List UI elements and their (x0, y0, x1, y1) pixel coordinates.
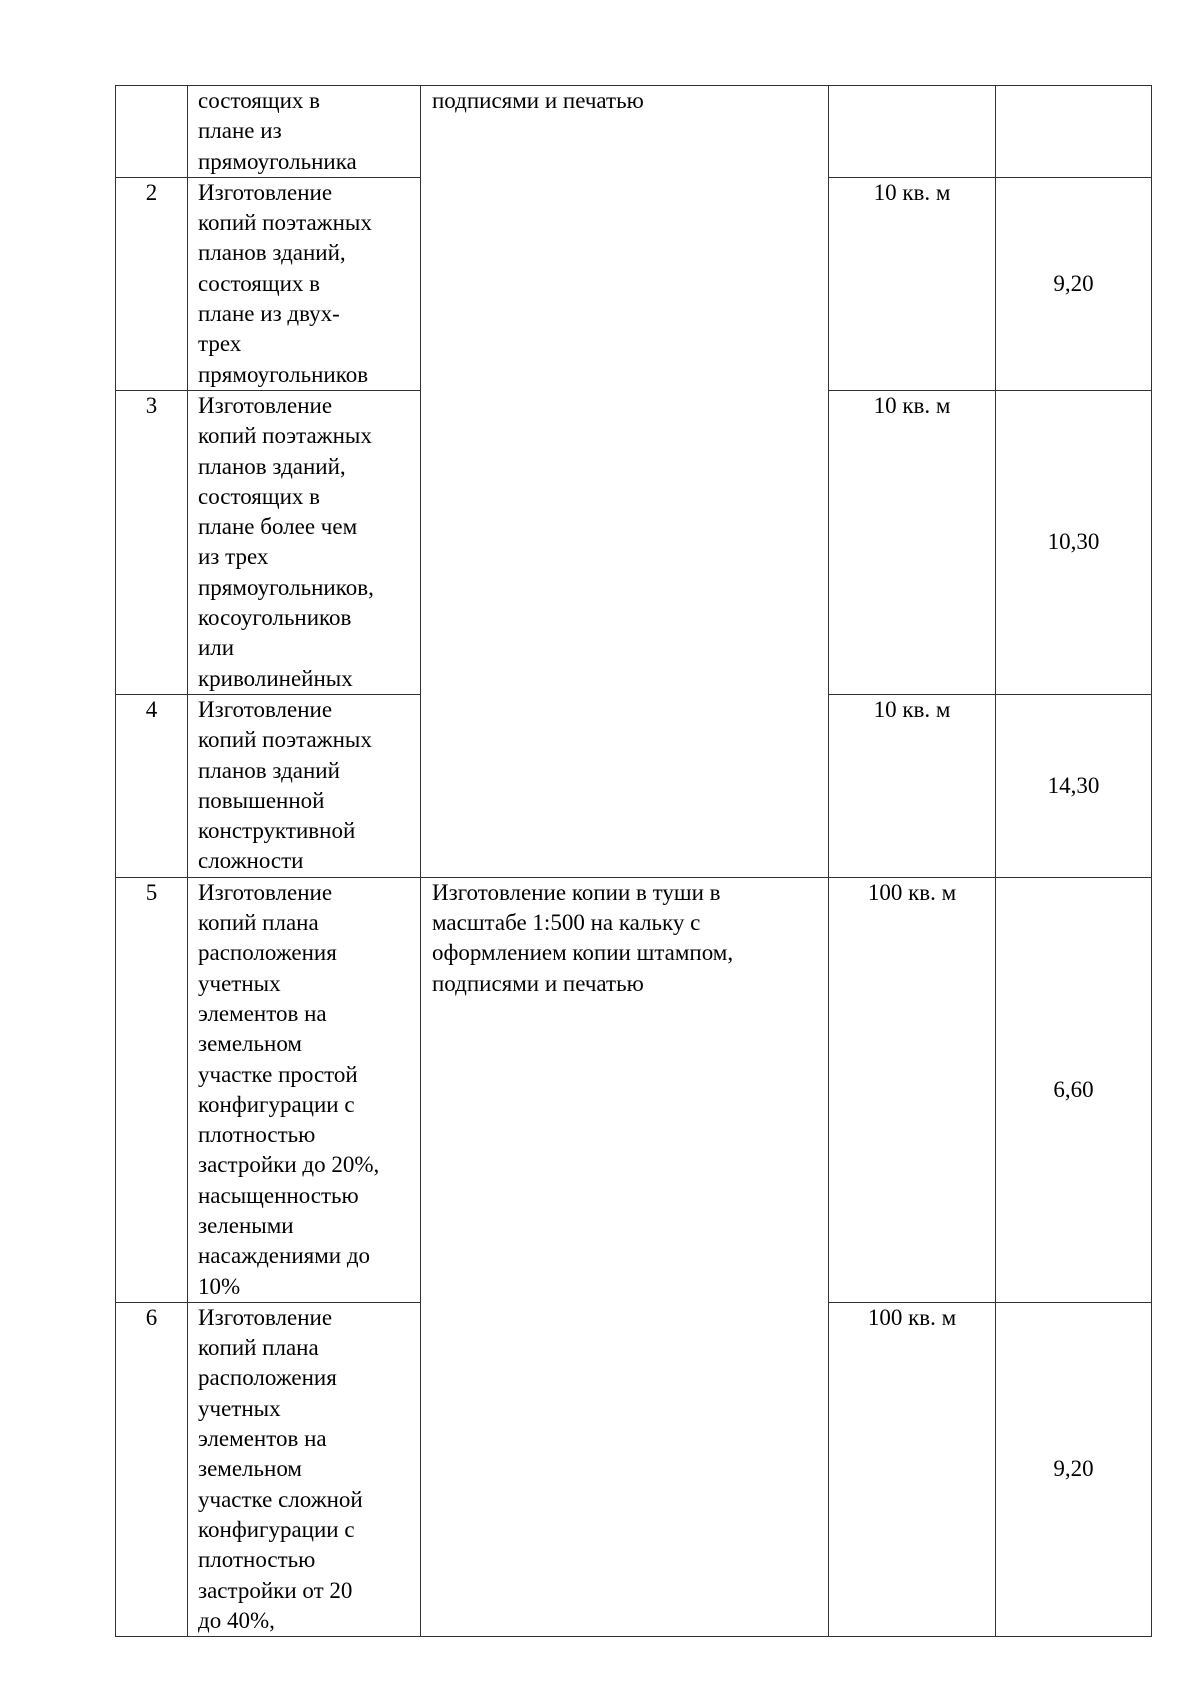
row-number: 5 (145, 879, 158, 905)
unit-cell (829, 390, 996, 694)
work-description: подписями и печатью (432, 88, 644, 113)
service-name: Изготовление копий поэтажных планов зданий, состоящих в плане более чем из трех прямоугольников, косоугольников или криволинейных (198, 392, 374, 691)
price-cell (996, 86, 1152, 178)
service-name: Изготовление копий поэтажных планов зданий повышенной конструктивной сложности (198, 696, 372, 874)
service-name-cell (188, 86, 421, 178)
service-name: Изготовление копий плана расположения учетных элементов на земельном участке простой конфигурации с плотностью застройки до 20%, насыщенностью зелеными насаждениями до 10% (198, 879, 380, 1299)
unit: 10 кв. м (873, 392, 951, 418)
service-name-cell (188, 1302, 421, 1636)
row-number-cell (116, 877, 188, 1302)
service-name: Изготовление копий поэтажных планов зданий, состоящих в плане из двух- трех прямоугольников (198, 179, 372, 387)
work-description-cell (421, 86, 829, 878)
unit: 100 кв. м (867, 1304, 957, 1330)
unit-cell (829, 694, 996, 877)
price: 9,20 (1053, 1456, 1094, 1482)
price-cell (996, 390, 1152, 694)
row-number: 3 (145, 392, 158, 418)
price: 9,20 (1053, 270, 1094, 296)
unit-cell (829, 86, 996, 178)
table-row (116, 877, 1152, 1302)
row-number: 6 (145, 1304, 158, 1330)
unit-cell (829, 1302, 996, 1636)
service-name-cell (188, 177, 421, 390)
service-name-cell (188, 390, 421, 694)
service-name-cell (188, 694, 421, 877)
row-number: 2 (145, 179, 158, 205)
row-number-cell (116, 694, 188, 877)
work-description: Изготовление копии в туши в масштабе 1:500 на кальку с оформлением копии штампом, подписями и печатью (432, 879, 734, 996)
row-number-cell (116, 86, 188, 178)
unit-cell (829, 177, 996, 390)
unit: 100 кв. м (867, 879, 957, 905)
work-description-cell (421, 877, 829, 1636)
unit: 10 кв. м (873, 696, 951, 722)
service-name: Изготовление копий плана расположения учетных элементов на земельном участке сложной конфигурации с плотностью застройки от 20 до 40%, (198, 1304, 363, 1633)
price-table (115, 85, 1152, 1637)
price-cell (996, 877, 1152, 1302)
price-cell (996, 1302, 1152, 1636)
price-cell (996, 694, 1152, 877)
price-cell (996, 177, 1152, 390)
row-number-cell (116, 390, 188, 694)
table-row (116, 86, 1152, 178)
price: 6,60 (1053, 1076, 1094, 1102)
row-number: 4 (145, 696, 158, 722)
row-number-cell (116, 1302, 188, 1636)
row-number-cell (116, 177, 188, 390)
price: 14,30 (1047, 772, 1100, 798)
service-name: состоящих в плане из прямоугольника (198, 88, 357, 174)
unit: 10 кв. м (873, 179, 951, 205)
price: 10,30 (1047, 529, 1100, 555)
unit-cell (829, 877, 996, 1302)
service-name-cell (188, 877, 421, 1302)
